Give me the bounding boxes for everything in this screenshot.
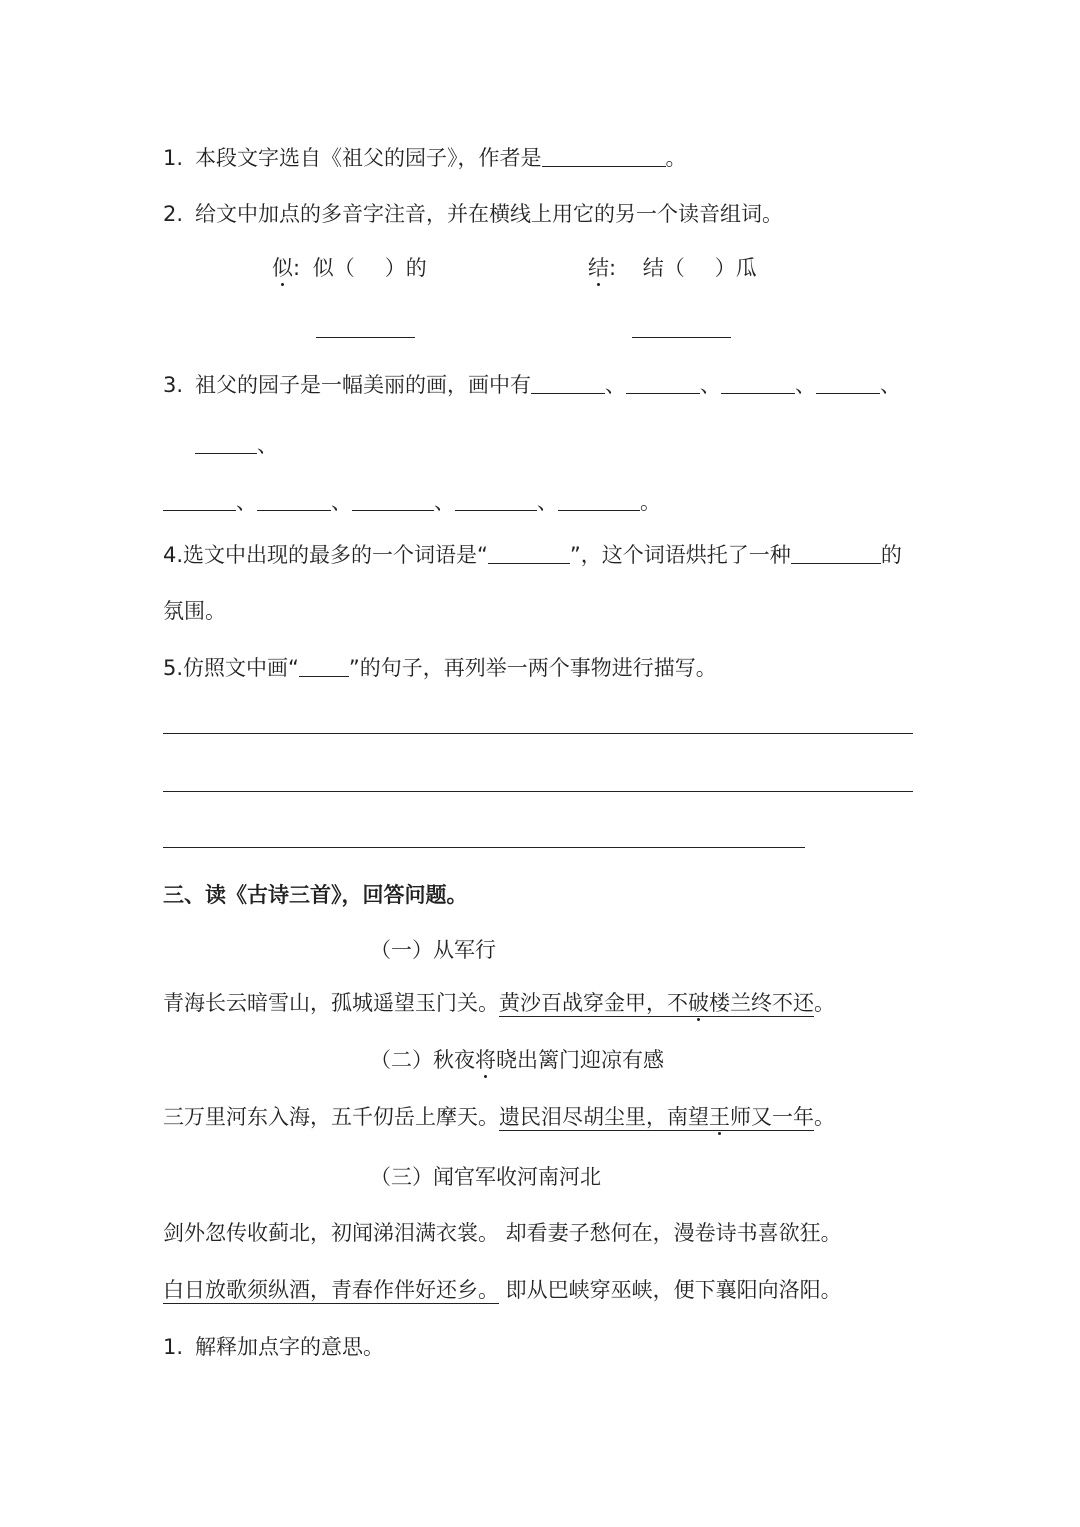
phrase-open: 似（: [312, 256, 355, 280]
question-text: 的: [880, 543, 902, 567]
poem-fragment: 师又一年: [730, 1105, 814, 1129]
answer-blank[interactable]: [721, 373, 795, 394]
answer-blank[interactable]: [163, 490, 236, 511]
dotted-char: 将: [475, 1045, 496, 1075]
q2-item-2: [588, 253, 757, 283]
colon: :: [293, 256, 301, 280]
poem-line: 即从巴峡穿巫峡，便下襄阳向洛阳。: [499, 1278, 842, 1302]
separator: 、: [434, 490, 455, 514]
answer-blank[interactable]: [531, 373, 605, 394]
answer-blank[interactable]: [488, 543, 570, 564]
poem-line: 青海长云暗雪山，孤城遥望玉门关。: [163, 991, 499, 1015]
poem-2-text: [163, 1102, 835, 1132]
dotted-char: 结: [588, 253, 609, 283]
question-text: 4.选文中出现的最多的一个词语是“: [163, 543, 488, 567]
separator: 、: [880, 373, 901, 397]
phrase-close: ）的: [384, 256, 427, 280]
answer-blank[interactable]: [816, 373, 880, 394]
dotted-char: 王: [709, 1102, 730, 1132]
poem-3-text-2: [163, 1275, 842, 1305]
question-3-cont: [195, 430, 278, 460]
q2-item-1: [272, 253, 427, 283]
question-text: ”的句子，再列举一两个事物进行描写。: [348, 656, 717, 680]
question-text: 给文中加点的多音字注音，并在横线上用它的另一个读音组词。: [195, 202, 783, 226]
phrase-close: ）瓜: [714, 256, 757, 280]
answer-line[interactable]: [316, 337, 415, 338]
poem-line: 三万里河东入海，五千仞岳上摩天。: [163, 1105, 499, 1129]
poem-3-text-1: 剑外忽传收蓟北，初闻涕泪满衣裳。 却看妻子愁何在，漫卷诗书喜欲狂。: [163, 1221, 842, 1245]
underlined-line: 白日放歌须纵酒，青春作伴好还乡。: [163, 1278, 499, 1302]
answer-blank[interactable]: [626, 373, 700, 394]
answer-blank[interactable]: [195, 433, 257, 454]
title-fragment: 晓出篱门迎凉有感: [496, 1048, 664, 1072]
answer-blank[interactable]: [558, 490, 640, 511]
punctuation: 。: [814, 1105, 835, 1129]
poem-1-title: （一）从军行: [370, 938, 496, 962]
separator: 、: [700, 373, 721, 397]
question-3-cont-2: [163, 487, 661, 517]
separator: 、: [331, 490, 352, 514]
question-2: [163, 199, 783, 229]
question-text: 氛围。: [163, 599, 226, 623]
section3-question-1: [163, 1332, 384, 1362]
dotted-char: 似: [272, 253, 293, 283]
answer-line[interactable]: [632, 337, 731, 338]
punctuation: 。: [665, 146, 687, 170]
poem-1-text: [163, 988, 835, 1018]
question-5: [163, 653, 717, 683]
question-number: 3.: [163, 373, 184, 397]
underlined-line: [499, 1105, 814, 1131]
question-4-cont: [163, 596, 226, 626]
poem-2-title: [370, 1045, 664, 1075]
question-text: 祖父的园子是一幅美丽的画，画中有: [195, 373, 531, 397]
question-3: [163, 370, 901, 400]
poem-fragment: 遗民泪尽胡尘里，南望: [499, 1105, 709, 1129]
poem-fragment: 黄沙百战穿金甲，不: [499, 991, 688, 1015]
question-text: 5.仿照文中画“: [163, 656, 299, 680]
separator: 、: [257, 433, 278, 457]
answer-blank[interactable]: [455, 490, 537, 511]
question-number: 2.: [163, 202, 184, 226]
underlined-line: [499, 991, 814, 1017]
question-text: ”，这个词语烘托了一种: [569, 543, 791, 567]
dotted-char: 破: [688, 988, 709, 1018]
question-text: 本段文字选自《祖父的园子》，作者是: [195, 146, 542, 170]
question-number: 1.: [163, 146, 184, 170]
poem-3-title: （三）闻官军收河南河北: [370, 1165, 601, 1189]
answer-blank[interactable]: [257, 490, 331, 511]
poem-fragment: 楼兰终不还: [709, 991, 814, 1015]
separator: 、: [795, 373, 816, 397]
separator: 、: [236, 490, 257, 514]
separator: 、: [605, 373, 626, 397]
separator: 、: [537, 490, 558, 514]
question-text: 解释加点字的意思。: [195, 1335, 384, 1359]
answer-line[interactable]: [163, 733, 913, 734]
question-number: 1.: [163, 1335, 184, 1359]
answer-blank[interactable]: [542, 146, 666, 167]
colon: :: [609, 256, 617, 280]
title-fragment: （二）秋夜: [370, 1048, 475, 1072]
phrase-open: 结（: [642, 256, 685, 280]
answer-line[interactable]: [163, 847, 805, 848]
punctuation: 。: [814, 991, 835, 1015]
answer-blank[interactable]: [352, 490, 434, 511]
question-1: [163, 143, 687, 173]
section-heading: 三、读《古诗三首》，回答问题。: [163, 883, 468, 907]
answer-line[interactable]: [163, 791, 913, 792]
underline-sample: [299, 656, 349, 677]
question-4: [163, 540, 902, 570]
answer-blank[interactable]: [791, 543, 881, 564]
punctuation: 。: [640, 490, 661, 514]
